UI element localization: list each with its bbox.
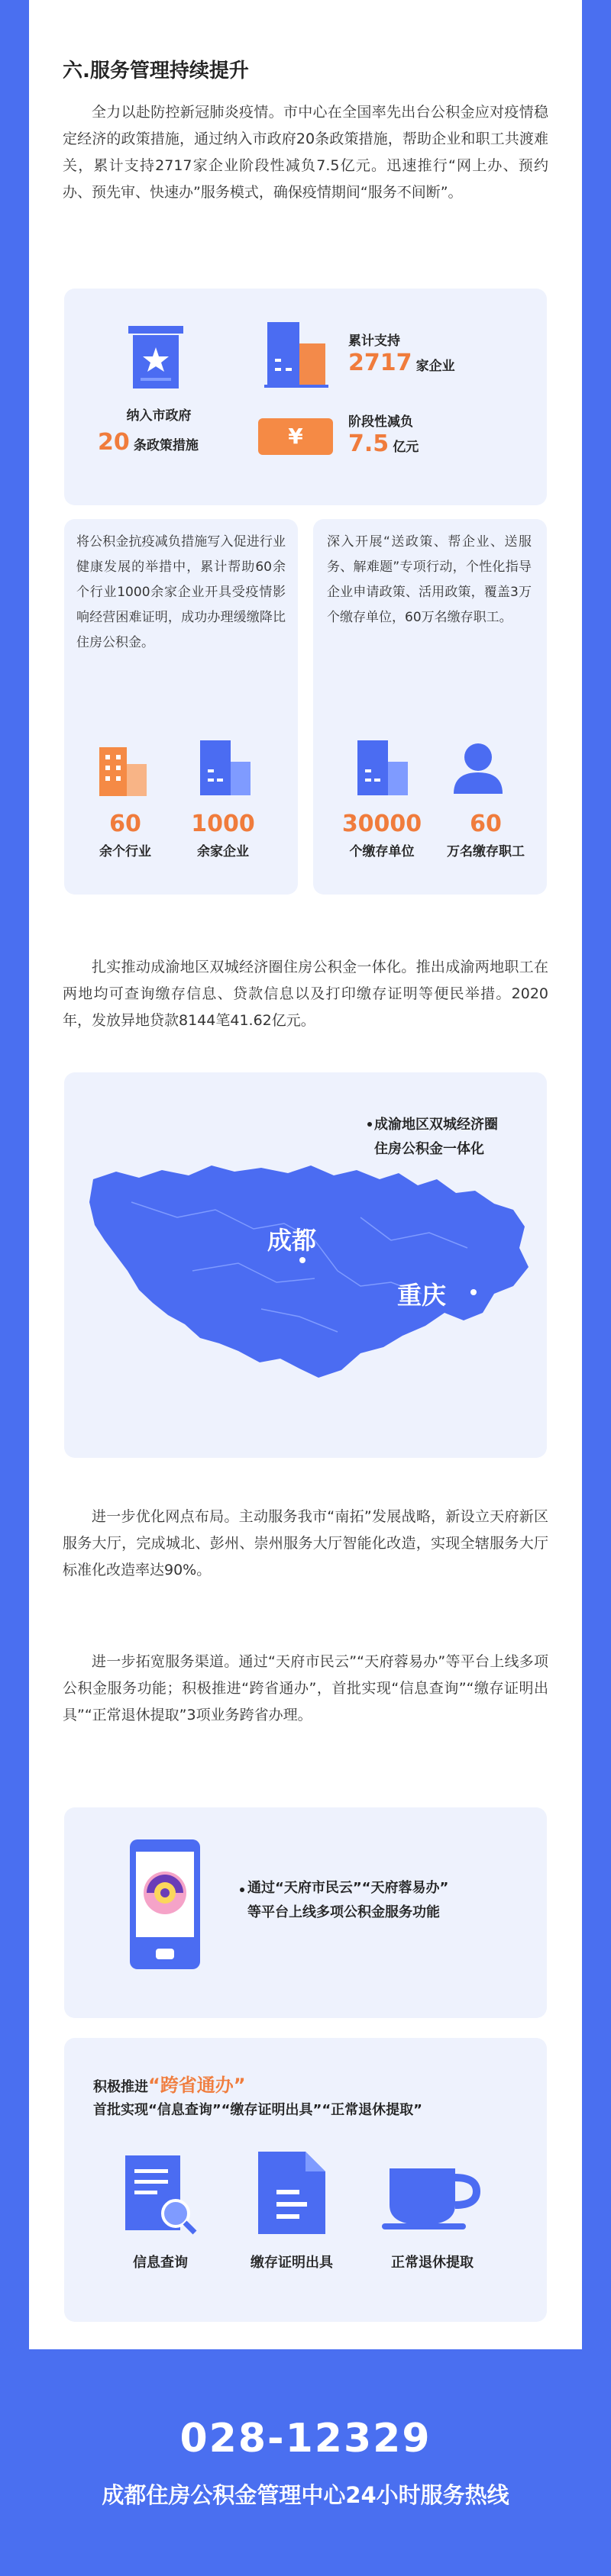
mobile-phone-icon bbox=[128, 1838, 202, 1971]
platform-bullet bbox=[240, 1888, 244, 1892]
stat-industries-label: 余个行业 bbox=[99, 844, 151, 859]
stat-units-label: 个缴存单位 bbox=[349, 844, 415, 859]
support-unit: 家企业 bbox=[415, 359, 455, 374]
hotline-number: 028-12329 bbox=[179, 2416, 432, 2462]
stat-industries-number: 60 bbox=[109, 811, 141, 837]
sichuan-chongqing-map bbox=[86, 1156, 532, 1385]
city-policy-unit: 条政策措施 bbox=[133, 438, 199, 453]
map-caption-line2: 住房公积金一体化 bbox=[374, 1141, 484, 1157]
map-city-chengdu: 成都 bbox=[267, 1226, 317, 1255]
city-policy-label: 纳入市政府 bbox=[126, 408, 192, 424]
unit-building-icon bbox=[353, 739, 411, 797]
stat-industries bbox=[79, 811, 171, 859]
chengyu-paragraph: 扎实推动成渝地区双城经济圈住房公积金一体化。推出成渝两地职工在两地均可查询缴存信息、贷款信息以及打印缴存证明等便民举措。2020年，发放异地贷款8144笔41.62亿元。 bbox=[63, 959, 548, 1029]
relief-label-wrap bbox=[348, 411, 413, 430]
industry-support-text: 将公积金抗疫减负措施写入促进行业健康发展的举措中，累计帮助60余个行业1000余家企业开具受疫情影响经营困难证明，成功办理缓缴降比住房公积金。 bbox=[76, 534, 286, 650]
cross-province-highlight: “跨省通办” bbox=[148, 2075, 246, 2096]
support-count: 2717 bbox=[348, 350, 412, 376]
platform-caption-line2: 等平台上线多项公积金服务功能 bbox=[247, 1904, 440, 1920]
stat-units-number: 30000 bbox=[341, 811, 422, 837]
stat-enterprises-number: 1000 bbox=[191, 811, 255, 837]
stat-enterprises bbox=[177, 811, 269, 859]
map-caption-bullet bbox=[367, 1122, 372, 1127]
support-label-wrap bbox=[348, 330, 400, 349]
network-paragraph: 进一步优化网点布局。主动服务我市“南拓”发展战略，新设立天府新区服务大厅，完成城北、彭州、崇州服务大厅智能化改造，实现全辖服务大厅标准化改造率达90%。 bbox=[63, 1508, 548, 1578]
search-doc-icon bbox=[122, 2152, 199, 2236]
policy-outreach-text: 深入开展“送政策、帮企业、送服务、解难题”专项行动，个性化指导企业申请政策、活用政策，覆盖3万个缴存单位，60万名缴存职工。 bbox=[327, 534, 532, 625]
support-count-row bbox=[348, 350, 455, 376]
stat-employees-label: 万名缴存职工 bbox=[447, 844, 525, 859]
section-title: 六.服务管理持续提升 bbox=[63, 60, 249, 82]
map-caption bbox=[374, 1113, 498, 1162]
hotline-label: 成都住房公积金管理中心24小时服务热线 bbox=[102, 2482, 509, 2508]
service-retirement: 正常退休提取 bbox=[391, 2255, 474, 2271]
support-label: 累计支持 bbox=[348, 334, 400, 349]
city-policy-block bbox=[110, 405, 208, 424]
office-building-icon bbox=[264, 321, 328, 389]
platform-caption-line1: 通过“天府市民云”“天府蓉易办” bbox=[247, 1880, 449, 1896]
enterprise-building-icon bbox=[196, 739, 254, 797]
cross-province-heading bbox=[93, 2070, 246, 2097]
person-icon bbox=[452, 742, 504, 795]
cup-icon bbox=[382, 2164, 481, 2231]
map-caption-line1: 成渝地区双城经济圈 bbox=[374, 1117, 498, 1133]
city-policy-count: 20 bbox=[98, 429, 130, 456]
channels-paragraph: 进一步拓宽服务渠道。通过“天府市民云”“天府蓉易办”等平台上线多项公积金服务功能；积极推进“跨省通办”，首批实现“信息查询”“缴存证明出具”“正常退休提取”3项业务跨省办理。 bbox=[63, 1653, 548, 1723]
relief-amount-row bbox=[348, 430, 419, 457]
city-policy-count-row bbox=[98, 429, 235, 456]
relief-unit: 亿元 bbox=[393, 440, 419, 455]
yen-icon: ¥ bbox=[258, 418, 333, 455]
service-info-query: 信息查询 bbox=[133, 2255, 188, 2271]
stat-employees bbox=[431, 811, 541, 859]
stat-employees-number: 60 bbox=[470, 811, 502, 837]
document-icon bbox=[255, 2149, 328, 2237]
cross-province-subline: 首批实现“信息查询”“缴存证明出具”“正常退休提取” bbox=[93, 2102, 422, 2118]
platform-caption bbox=[247, 1876, 448, 1925]
stat-enterprises-label: 余家企业 bbox=[197, 844, 249, 859]
service-certificate: 缴存证明出具 bbox=[251, 2255, 333, 2271]
government-building-icon bbox=[127, 324, 185, 393]
stat-units bbox=[328, 811, 435, 859]
relief-label: 阶段性减负 bbox=[348, 414, 413, 430]
cross-province-prefix: 积极推进 bbox=[93, 2079, 148, 2095]
relief-amount: 7.5 bbox=[348, 430, 390, 457]
intro-paragraph: 全力以赴防控新冠肺炎疫情。市中心在全国率先出台公积金应对疫情稳定经济的政策措施，通过纳入市政府20条政策措施，帮助企业和职工共渡难关，累计支持2717家企业阶段性减负7.5亿元。迅速推行“网上办、预约办、预先审、快速办”服务模式，确保疫情期间“服务不间断”。 bbox=[63, 104, 548, 201]
industry-buildings-icon bbox=[96, 744, 150, 798]
map-city-chongqing: 重庆 bbox=[397, 1281, 447, 1310]
